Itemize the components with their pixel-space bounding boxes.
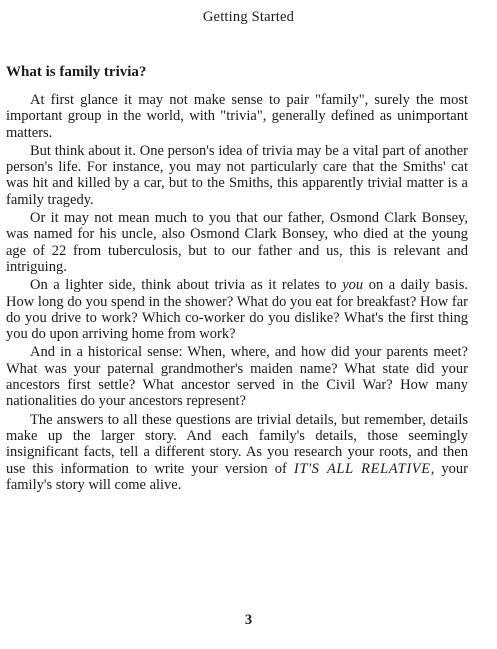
body-text (6, 92, 468, 493)
paragraph-4 (6, 277, 468, 342)
running-header: Getting Started (202, 9, 295, 25)
paragraph-3: Or it may not mean much to you that our father, Osmond Clark Bonsey, was named for his uncle, also Osmond Clark Bonsey, who died at the young age of 22 from tuberculosis, but to our father and us, this is relevant and intriguing. (6, 210, 468, 275)
paragraph-4-text-after: on a daily basis. How long do you spend in the shower? What do you eat for breakfast? How far do you drive to work? Which co-worker do you dislike? What's the first thing you do upon arriving home from work? (6, 277, 468, 343)
page-number: 3 (244, 612, 253, 628)
paragraph-5: And in a historical sense: When, where, and how did your parents meet? What was your paternal grandmother's maiden name? What state did your ancestors first settle? What ancestor served in the Civil War? How many nationalities do your ancestors represent? (6, 344, 468, 410)
paragraph-6-text-before: The answers to all these questions are trivial details, but remember, details make up the larger story. And each family's details, those seemingly insignificant facts, tell a different story. As you research your roots, and then use this information to write your version of (6, 411, 468, 477)
paragraph-4-emphasis: you (342, 277, 364, 294)
book-title: IT'S ALL RELATIVE (293, 460, 431, 477)
paragraph-6-text-after: , your family's story will come alive. (6, 460, 468, 493)
paragraph-2: But think about it. One person's idea of trivia may be a vital part of another person's life. For instance, you may not particularly care that the Smiths' cat was hit and killed by a car, but to the Smiths, this apparently trivial matter is a family tragedy. (6, 142, 468, 208)
paragraph-6 (6, 412, 468, 493)
section-heading: What is family trivia? (6, 64, 147, 80)
paragraph-4-text-before: On a lighter side, think about trivia as it relates to (30, 277, 343, 294)
paragraph-1: At first glance it may not make sense to pair "family", surely the most important group in the world, with "trivia", generally defined as unimportant matters. (6, 92, 468, 141)
